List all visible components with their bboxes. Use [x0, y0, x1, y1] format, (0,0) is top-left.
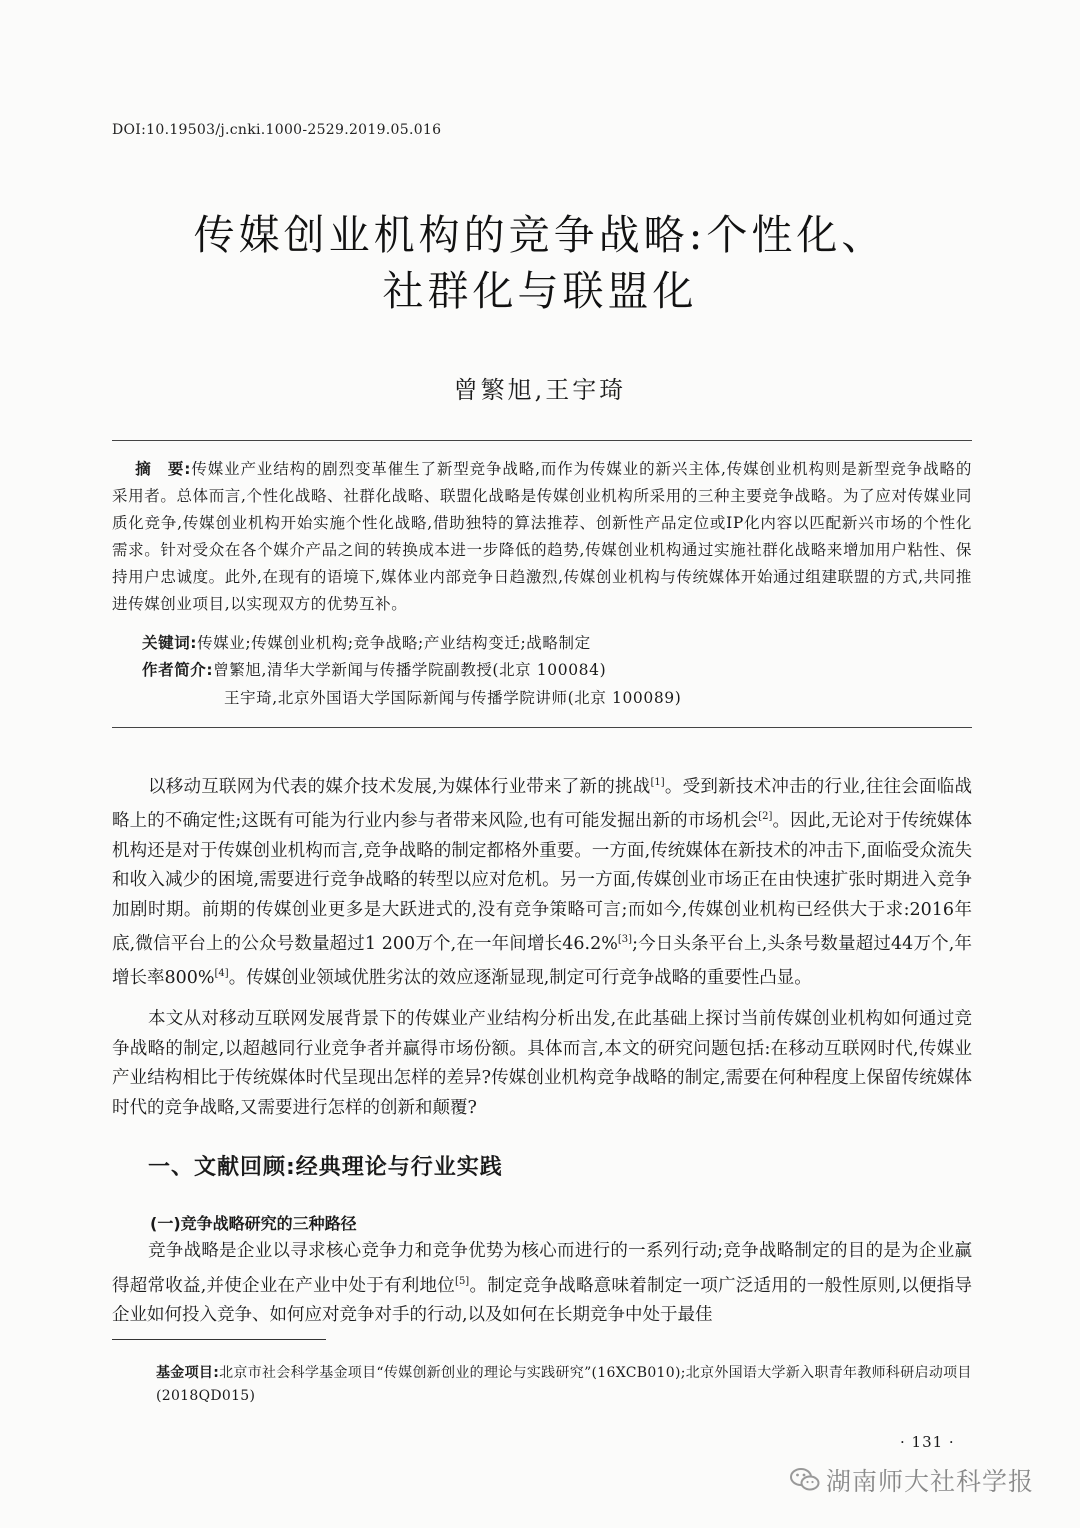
- fund-text: 北京市社会科学基金项目“传媒创新创业的理论与实践研究”(16XCB010);北京外国语大学新入职青年教师科研启动项目(2018QD015): [156, 1365, 972, 1404]
- fund-note: [156, 1362, 972, 1408]
- watermark: [790, 1462, 1034, 1499]
- fund-label: 基金项目:: [156, 1365, 220, 1381]
- author-info-label: 作者简介:: [142, 661, 214, 679]
- subsection-heading: (一)竞争战略研究的三种路径: [150, 1214, 357, 1233]
- section-heading: 一、文献回顾:经典理论与行业实践: [148, 1155, 503, 1180]
- keywords-text: 传媒业;传媒创业机构;竞争战略;产业结构变迁;战略制定: [197, 634, 591, 652]
- citation-2: [2]: [758, 811, 773, 823]
- citation-1: [1]: [650, 777, 665, 788]
- abstract-bottom-rule: [112, 727, 972, 728]
- keywords-label: 关键词:: [142, 634, 198, 652]
- paragraph-1-text-c: 。因此,无论对于传统媒体机构还是对于传媒创业机构而言,竞争战略的制定都格外重要。一方面,传统媒体在新技术的冲击下,面临受众流失和收入减少的困境,需要进行竞争战略的转型以应对危机。另一方面,传媒创业市场正在由快速扩张时期进入竞争加剧时期。前期的传媒创业更多是大跃进式的,没有竞争策略可言;而如今,传媒创业机构已经供大于求:2016年底,微信平台上的公众号数量超过1 200万个,在一年间增长46.2%: [112, 811, 972, 954]
- author-info-line-2: 王宇琦,北京外国语大学国际新闻与传播学院讲师(北京 100089): [224, 689, 682, 707]
- paragraph-3: [112, 1237, 972, 1330]
- paragraph-2: 本文从对移动互联网发展背景下的传媒业产业结构分析出发,在此基础上探讨当前传媒创业机构如何通过竞争战略的制定,以超越同行业竞争者并赢得市场份额。具体而言,本文的研究问题包括:在移动互联网时代,传媒业产业结构相比于传统媒体时代呈现出怎样的差异?传媒创业机构竞争战略的制定,需要在何种程度上保留传统媒体时代的竞争战略,又需要进行怎样的创新和颠覆?: [112, 1009, 972, 1118]
- abstract-text: 传媒业产业结构的剧烈变革催生了新型竞争战略,而作为传媒业的新兴主体,传媒创业机构则是新型竞争战略的采用者。总体而言,个性化战略、社群化战略、联盟化战略是传媒创业机构所采用的三种主要竞争战略。为了应对传媒业同质化竞争,传媒创业机构开始实施个性化战略,借助独特的算法推荐、创新性产品定位或IP化内容以匹配新兴市场的个性化需求。针对受众在各个媒介产品之间的转换成本进一步降低的趋势,传媒创业机构通过实施社群化战略来增加用户粘性、保持用户忠诚度。此外,在现有的语境下,媒体业内部竞争日趋激烈,传媒创业机构与传统媒体开始通过组建联盟的方式,共同推进传媒创业项目,以实现双方的优势互补。: [112, 460, 972, 613]
- article-title-line-2: 社群化与联盟化: [382, 267, 698, 315]
- abstract: [112, 456, 972, 618]
- paragraph-1: [112, 768, 972, 994]
- paragraph-3-text-a: 竞争战略是企业以寻求核心竞争力和竞争优势为核心而进行的一系列行动;竞争战略制定的目的是为企业赢得超常收益,并使企业在产业中处于有利地位: [112, 1241, 972, 1296]
- citation-4: [4]: [214, 968, 229, 980]
- footnote-rule: [112, 1339, 326, 1340]
- abstract-label: 摘 要:: [135, 460, 192, 478]
- author-info: [142, 658, 606, 680]
- citation-3: [3]: [617, 934, 633, 946]
- authors: 曾繁旭,王宇琦: [453, 376, 627, 404]
- page-number: · 131 ·: [900, 1433, 955, 1451]
- article-title-line-1: 传媒创业机构的竞争战略:个性化、: [193, 211, 887, 259]
- abstract-top-rule: [112, 440, 972, 441]
- paragraph-1-text-a: 以移动互联网为代表的媒介技术发展,为媒体行业带来了新的挑战: [148, 776, 651, 797]
- paragraph-3-text-b: 。制定竞争战略意味着制定一项广泛适用的一般性原则,以便指导企业如何投入竞争、如何应对竞争对手的行动,以及如何在长期竞争中处于最佳: [112, 1275, 973, 1325]
- keywords: [142, 631, 591, 653]
- wechat-icon: [790, 1467, 820, 1499]
- paragraph-1-text-d: ;今日头条平台上,头条号数量超过44万个,年增长率800%: [112, 933, 972, 989]
- paragraph-1-text-b: 。受到新技术冲击的行业,往往会面临战略上的不确定性;这既有可能为行业内参与者带来风险,也有可能发掘出新的市场机会: [112, 776, 973, 832]
- paragraph-1-text-e: 。传媒创业领域优胜劣汰的效应逐渐显现,制定可行竞争战略的重要性凸显。: [228, 968, 812, 989]
- citation-5: [5]: [455, 1275, 470, 1287]
- watermark-text: 湖南师大社科学报: [826, 1467, 1035, 1496]
- author-info-line-1: 曾繁旭,清华大学新闻与传播学院副教授(北京 100084): [213, 661, 607, 679]
- doi: DOI:10.19503/j.cnki.1000-2529.2019.05.016: [112, 122, 442, 138]
